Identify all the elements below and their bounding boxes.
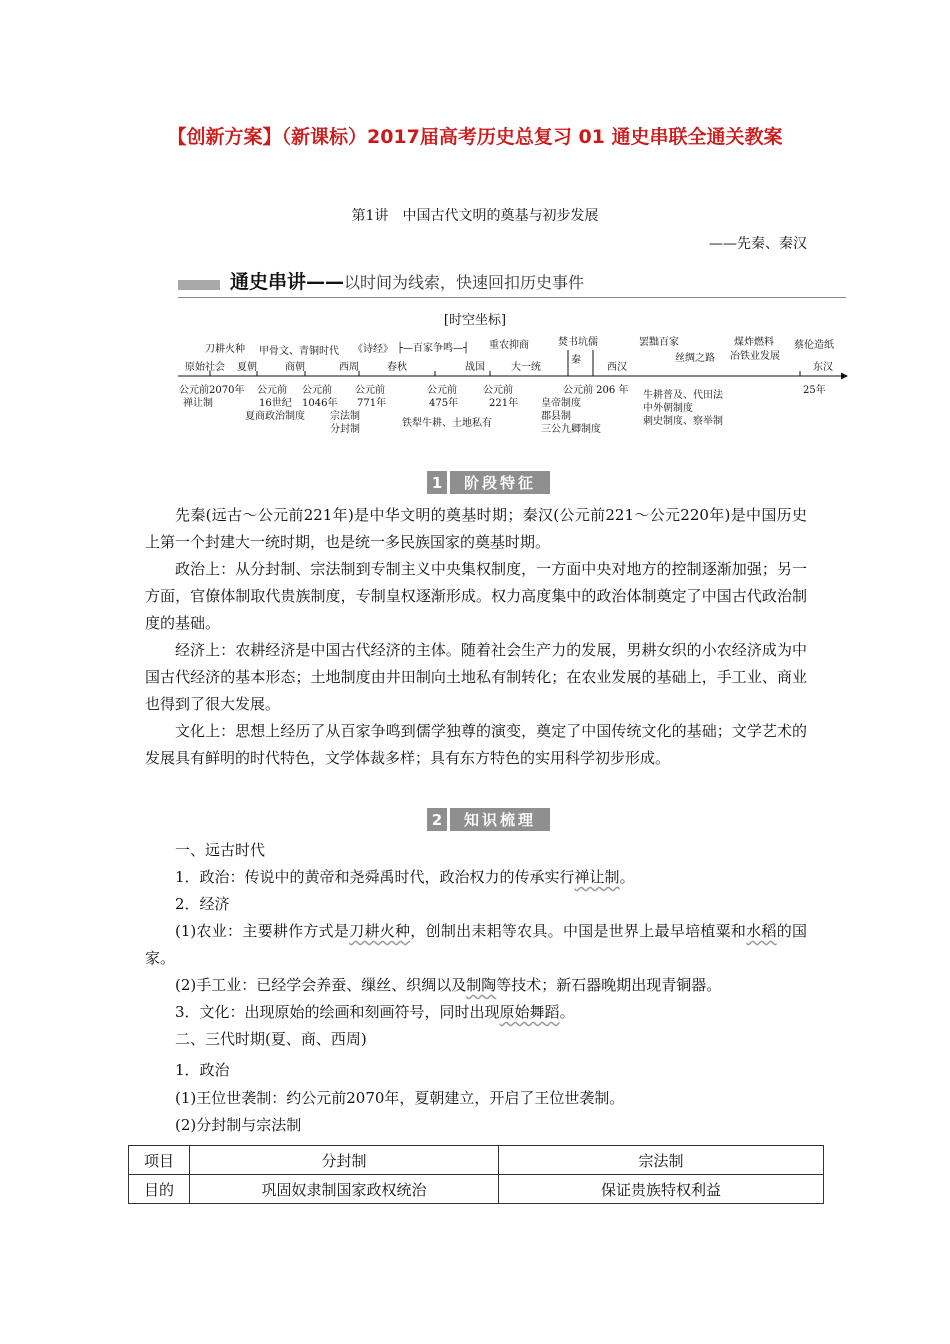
key-term: 原始舞蹈 [499, 1003, 560, 1021]
banner-bar [178, 280, 220, 290]
table-header: 分封制 [190, 1146, 499, 1175]
knowledge-line: 2．经济 [175, 895, 230, 913]
lecture-title: 第1讲 中国古代文明的奠基与初步发展 [351, 208, 599, 224]
knowledge-line [145, 972, 807, 999]
date-206: 公元前 206 年 [563, 385, 629, 396]
stage-paragraph: 文化上：思想上经历了从百家争鸣到儒学独尊的演变，奠定了中国传统文化的基础；文学艺术的发展具有鲜明的时代特色，文学体裁多样；具有东方特色的实用科学初步形成。 [145, 722, 807, 767]
date-475-b: 475年 [429, 398, 459, 409]
key-term: 刀耕火种 [349, 922, 411, 940]
event-baijia: ├—百家争鸣—┤ [397, 343, 470, 354]
timeline-arrow [841, 373, 848, 380]
date-221-a: 公元前 [483, 385, 513, 396]
badge-number: 2 [427, 808, 447, 831]
timeline-diagram [175, 333, 850, 438]
event-cishi: 刺史制度、察举制 [643, 416, 723, 427]
event-sichou: 丝绸之路 [675, 353, 715, 364]
key-term: 禅让制 [574, 868, 620, 886]
section-badge-2 [427, 808, 550, 831]
table-cell: 保证贵族特权利益 [499, 1175, 824, 1204]
date-16c-a: 公元前 [257, 385, 287, 396]
date-2070: 公元前2070年 [179, 385, 245, 396]
event-huangdi: 皇帝制度 [541, 398, 581, 409]
period-xia: 夏朝 [237, 362, 257, 373]
banner-heading [230, 267, 584, 294]
event-jiagu: 甲骨文、青铜时代 [259, 346, 339, 357]
table-row [129, 1175, 824, 1204]
section-banner [178, 267, 846, 298]
event-fenshu: 焚书坑儒 [558, 337, 598, 348]
date-771-b: 771年 [357, 398, 387, 409]
event-zongfa: 宗法制 [330, 411, 360, 422]
event-tieli: 铁犁牛耕、土地私有 [402, 418, 492, 429]
period-dayitong: 大一统 [511, 362, 541, 373]
text: (2)手工业：已经学会养蚕、缫丝、织绸以及 [175, 976, 467, 994]
knowledge-line [145, 864, 807, 891]
date-771-a: 公元前 [355, 385, 385, 396]
text: 。 [619, 868, 635, 886]
badge-label: 阶段特征 [450, 471, 550, 494]
document-title: 【创新方案】（新课标）2017届高考历史总复习 01 通史串联全通关教案 [167, 126, 783, 148]
table-cell: 巩固奴隶制国家政权统治 [190, 1175, 499, 1204]
stage-paragraph: 经济上：农耕经济是中国古代经济的主体。随着社会生产力的发展，男耕女织的小农经济成为中国古代经济的基本形态；土地制度由井田制向土地私有制转化；在农业发展的基础上，手工业、商业也得到了很大发展。 [145, 641, 807, 713]
key-term: 水稻 [746, 922, 777, 940]
banner-rest-text: 以时间为线索，快速回扣历史事件 [344, 273, 585, 292]
event-junxian: 郡县制 [541, 411, 571, 422]
date-1046-b: 1046年 [302, 398, 338, 409]
event-niugeng: 牛耕普及、代田法 [643, 390, 723, 401]
stage-paragraph: 先秦(远古～公元前221年)是中华文明的奠基时期；秦汉(公元前221～公元220年)是中国历史上第一个封建大一统时期，也是统一多民族国家的奠基时期。 [145, 506, 807, 551]
knowledge-paragraph [145, 918, 807, 972]
section-badge-1 [427, 471, 550, 494]
event-yetie: 冶铁业发展 [730, 351, 780, 362]
event-bachu: 罢黜百家 [639, 337, 679, 348]
text: 的国家。 [145, 922, 807, 967]
badge-number: 1 [427, 471, 447, 494]
date-16c-b: 16世纪 [259, 398, 292, 409]
period-shang: 商朝 [285, 362, 305, 373]
table-header-row [129, 1146, 824, 1175]
date-25: 25年 [803, 385, 826, 396]
event-zhongwai: 中外朝制度 [643, 403, 693, 414]
text: 。 [559, 1003, 575, 1021]
event-sangong: 三公九卿制度 [541, 424, 601, 435]
event-fenfeng: 分封制 [330, 424, 360, 435]
table-cell: 目的 [129, 1175, 190, 1204]
text: 等技术；新石器晚期出现青铜器。 [496, 976, 722, 994]
stage-paragraph: 政治上：从分封制、宗法制到专制主义中央集权制度，一方面中央对地方的控制逐渐加强；另一方面，官僚体制取代贵族制度，专制皇权逐渐形成。权力高度集中的政治体制奠定了中国古代政治制度的基础。 [145, 560, 807, 632]
table-header: 宗法制 [499, 1146, 824, 1175]
badge-label: 知识梳理 [450, 808, 550, 831]
date-221-b: 221年 [489, 398, 519, 409]
lecture-subtitle: ——先秦、秦汉 [709, 236, 807, 252]
table-header: 项目 [129, 1146, 190, 1175]
event-meitan: 煤炸燃料 [734, 337, 774, 348]
period-yuanshi: 原始社会 [185, 362, 225, 373]
date-475-a: 公元前 [427, 385, 457, 396]
text: 3．文化：出现原始的绘画和刻画符号，同时出现 [175, 1003, 500, 1021]
period-xizhou: 西周 [339, 362, 359, 373]
key-term: 制陶 [466, 976, 497, 994]
date-1046-a: 公元前 [302, 385, 332, 396]
knowledge-line: 1．政治 [175, 1061, 230, 1079]
coordinate-title: [时空坐标] [443, 313, 507, 328]
event-shanrang: 禅让制 [183, 398, 213, 409]
event-zhongnong: 重农抑商 [489, 340, 529, 351]
knowledge-line: (2)分封制与宗法制 [175, 1116, 302, 1134]
knowledge-line [145, 999, 807, 1026]
period-xihan: 西汉 [607, 362, 627, 373]
text: ，创制出耒耜等农具。中国是世界上最早培植粟和 [410, 922, 747, 940]
text: 1．政治：传说中的黄帝和尧舜禹时代，政治权力的传承实行 [175, 868, 575, 886]
banner-main-text: 通史串讲—— [230, 271, 345, 293]
period-donghan: 东汉 [813, 362, 833, 373]
event-daogeng: 刀耕火种 [205, 344, 245, 355]
system-comparison-table [128, 1145, 824, 1204]
heading-three-dynasties: 二、三代时期(夏、商、西周) [175, 1030, 367, 1048]
heading-remote-era: 一、远古时代 [175, 841, 266, 859]
knowledge-line: (1)王位世袭制：约公元前2070年，夏朝建立，开启了王位世袭制。 [175, 1089, 625, 1107]
period-zhanguo: 战国 [465, 362, 485, 373]
period-qin: 秦 [571, 355, 581, 366]
period-chunqiu: 春秋 [387, 362, 407, 373]
text: (1)农业：主要耕作方式是 [175, 922, 350, 940]
event-shijing: 《诗经》 [353, 344, 393, 355]
event-xiashang: 夏商政治制度 [245, 411, 305, 422]
event-cailun: 蔡伦造纸 [794, 340, 834, 351]
